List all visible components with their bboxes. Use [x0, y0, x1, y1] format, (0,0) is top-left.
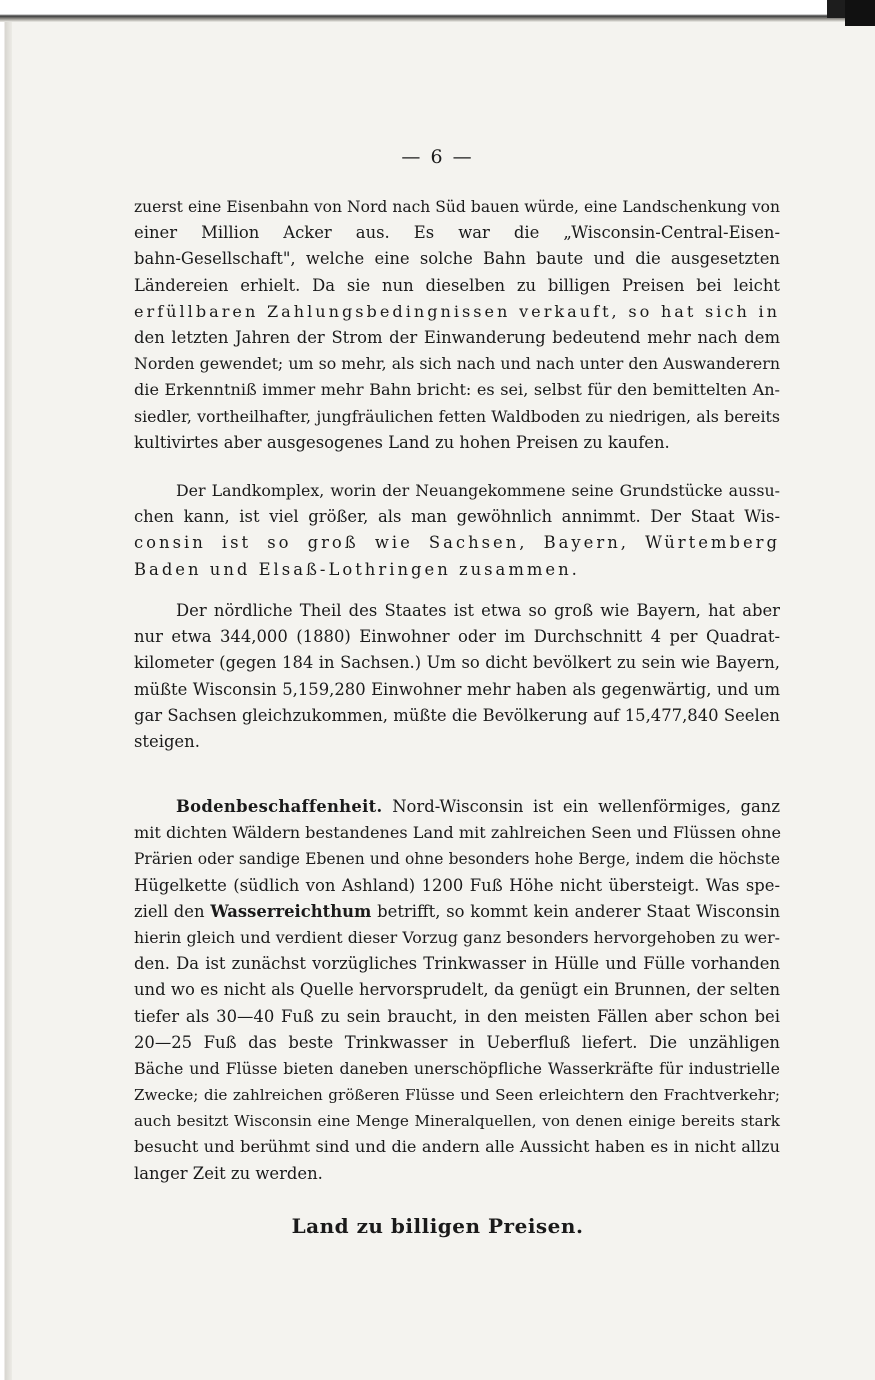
text-line: und wo es nicht als Quelle hervorsprudelt, da genügt ein Brunnen, der selten — [134, 980, 780, 1000]
text-line: Ländereien erhielt. Da sie nun dieselben zu billigen Preisen bei leicht — [134, 275, 780, 295]
section-title: Land zu billigen Preisen. — [291, 1214, 584, 1238]
text-line: Bäche und Flüsse bieten daneben unerschöpfliche Wasserkräfte für industrielle — [134, 1058, 780, 1078]
text-line: hierin gleich und verdient dieser Vorzug ganz besonders hervorgehoben zu wer- — [134, 927, 780, 947]
text-line: zuerst eine Eisenbahn von Nord nach Süd bauen würde, eine Landschenkung von — [134, 198, 780, 216]
text-line: Prärien oder sandige Ebenen und ohne besonders hohe Berge, indem die höchste — [134, 850, 780, 869]
text-line: bahn-Gesellschaft", welche eine solche Bahn baute und die ausgesetzten — [134, 249, 780, 269]
paragraph-2 — [134, 478, 780, 583]
text-line: Norden gewendet; um so mehr, als sich nach und nach unter den Auswanderern — [134, 354, 780, 374]
text-line: Baden und Elsaß-Lothringen zusammen. — [134, 559, 580, 579]
paragraph-1 — [134, 194, 780, 456]
text-line — [134, 794, 780, 820]
text-line: einer Million Acker aus. Es war die „Wisconsin-Central-Eisen- — [134, 223, 780, 243]
page-corner-shadow — [827, 0, 845, 18]
text-line: müßte Wisconsin 5,159,280 Einwohner mehr haben als gegenwärtig, und um — [134, 679, 780, 699]
paragraph-4 — [134, 794, 780, 1187]
text-line: den. Da ist zunächst vorzügliches Trinkwasser in Hülle und Fülle vorhanden — [134, 954, 780, 974]
text-line: Der Landkomplex, worin der Neuangekommene seine Grundstücke aussu- — [176, 481, 780, 500]
text-line: den letzten Jahren der Strom der Einwanderung bedeutend mehr nach dem — [134, 327, 780, 347]
text-line: steigen. — [134, 731, 200, 751]
text-line: kultivirtes aber ausgesogenes Land zu hohen Preisen zu kaufen. — [134, 432, 670, 452]
text-span: betrifft, so kommt kein anderer Staat Wisconsin — [377, 901, 780, 921]
emphasis-word: Wasserreichthum — [210, 901, 372, 921]
text-line: consin ist so groß wie Sachsen, Bayern, Würtemberg — [134, 533, 780, 553]
text-line: nur etwa 344,000 (1880) Einwohner oder im Durchschnitt 4 per Quadrat- — [134, 627, 780, 647]
text-line: Der nördliche Theil des Staates ist etwa so groß wie Bayern, hat aber — [176, 601, 780, 620]
text-line: erfüllbaren Zahlungsbedingnissen verkauft, so hat sich in — [134, 301, 780, 321]
inline-heading: Bodenbeschaffenheit. — [176, 797, 383, 816]
text-line: tiefer als 30—40 Fuß zu sein braucht, in den meisten Fällen aber schon bei — [134, 1006, 780, 1026]
page-left-edge — [0, 0, 12, 1380]
paragraph-3 — [134, 598, 780, 755]
text-line: die Erkenntniß immer mehr Bahn bricht: es sei, selbst für den bemittelten An- — [134, 380, 780, 400]
text-span: Nord-Wisconsin ist ein wellenförmiges, ganz — [392, 797, 781, 816]
page-corner-dark — [845, 0, 875, 26]
text-line: Zwecke; die zahlreichen größeren Flüsse und Seen erleichtern den Frachtverkehr; — [134, 1086, 780, 1105]
text-line: 20—25 Fuß das beste Trinkwasser in Ueberfluß liefert. Die unzähligen — [134, 1032, 780, 1052]
text-span: ziell den — [134, 901, 205, 921]
page-top-edge — [0, 0, 875, 22]
text-line: besucht und berühmt sind und die andern alle Aussicht haben es in nicht allzu — [134, 1137, 780, 1157]
text-line: langer Zeit zu werden. — [134, 1163, 323, 1183]
text-line: siedler, vortheilhafter, jungfräulichen fetten Waldboden zu niedrigen, als bereits — [134, 406, 780, 426]
text-line — [134, 899, 780, 925]
text-line: kilometer (gegen 184 in Sachsen.) Um so dicht bevölkert zu sein wie Bayern, — [134, 653, 780, 673]
page-number: — 6 — — [401, 146, 474, 168]
text-line: chen kann, ist viel größer, als man gewöhnlich annimmt. Der Staat Wis- — [134, 507, 780, 527]
text-line: gar Sachsen gleichzukommen, müßte die Bevölkerung auf 15,477,840 Seelen — [134, 705, 780, 725]
text-line: auch besitzt Wisconsin eine Menge Mineralquellen, von denen einige bereits stark — [134, 1112, 780, 1131]
text-line: Hügelkette (südlich von Ashland) 1200 Fuß Höhe nicht übersteigt. Was spe- — [134, 875, 780, 895]
text-line: mit dichten Wäldern bestandenes Land mit zahlreichen Seen und Flüssen ohne — [134, 823, 782, 843]
